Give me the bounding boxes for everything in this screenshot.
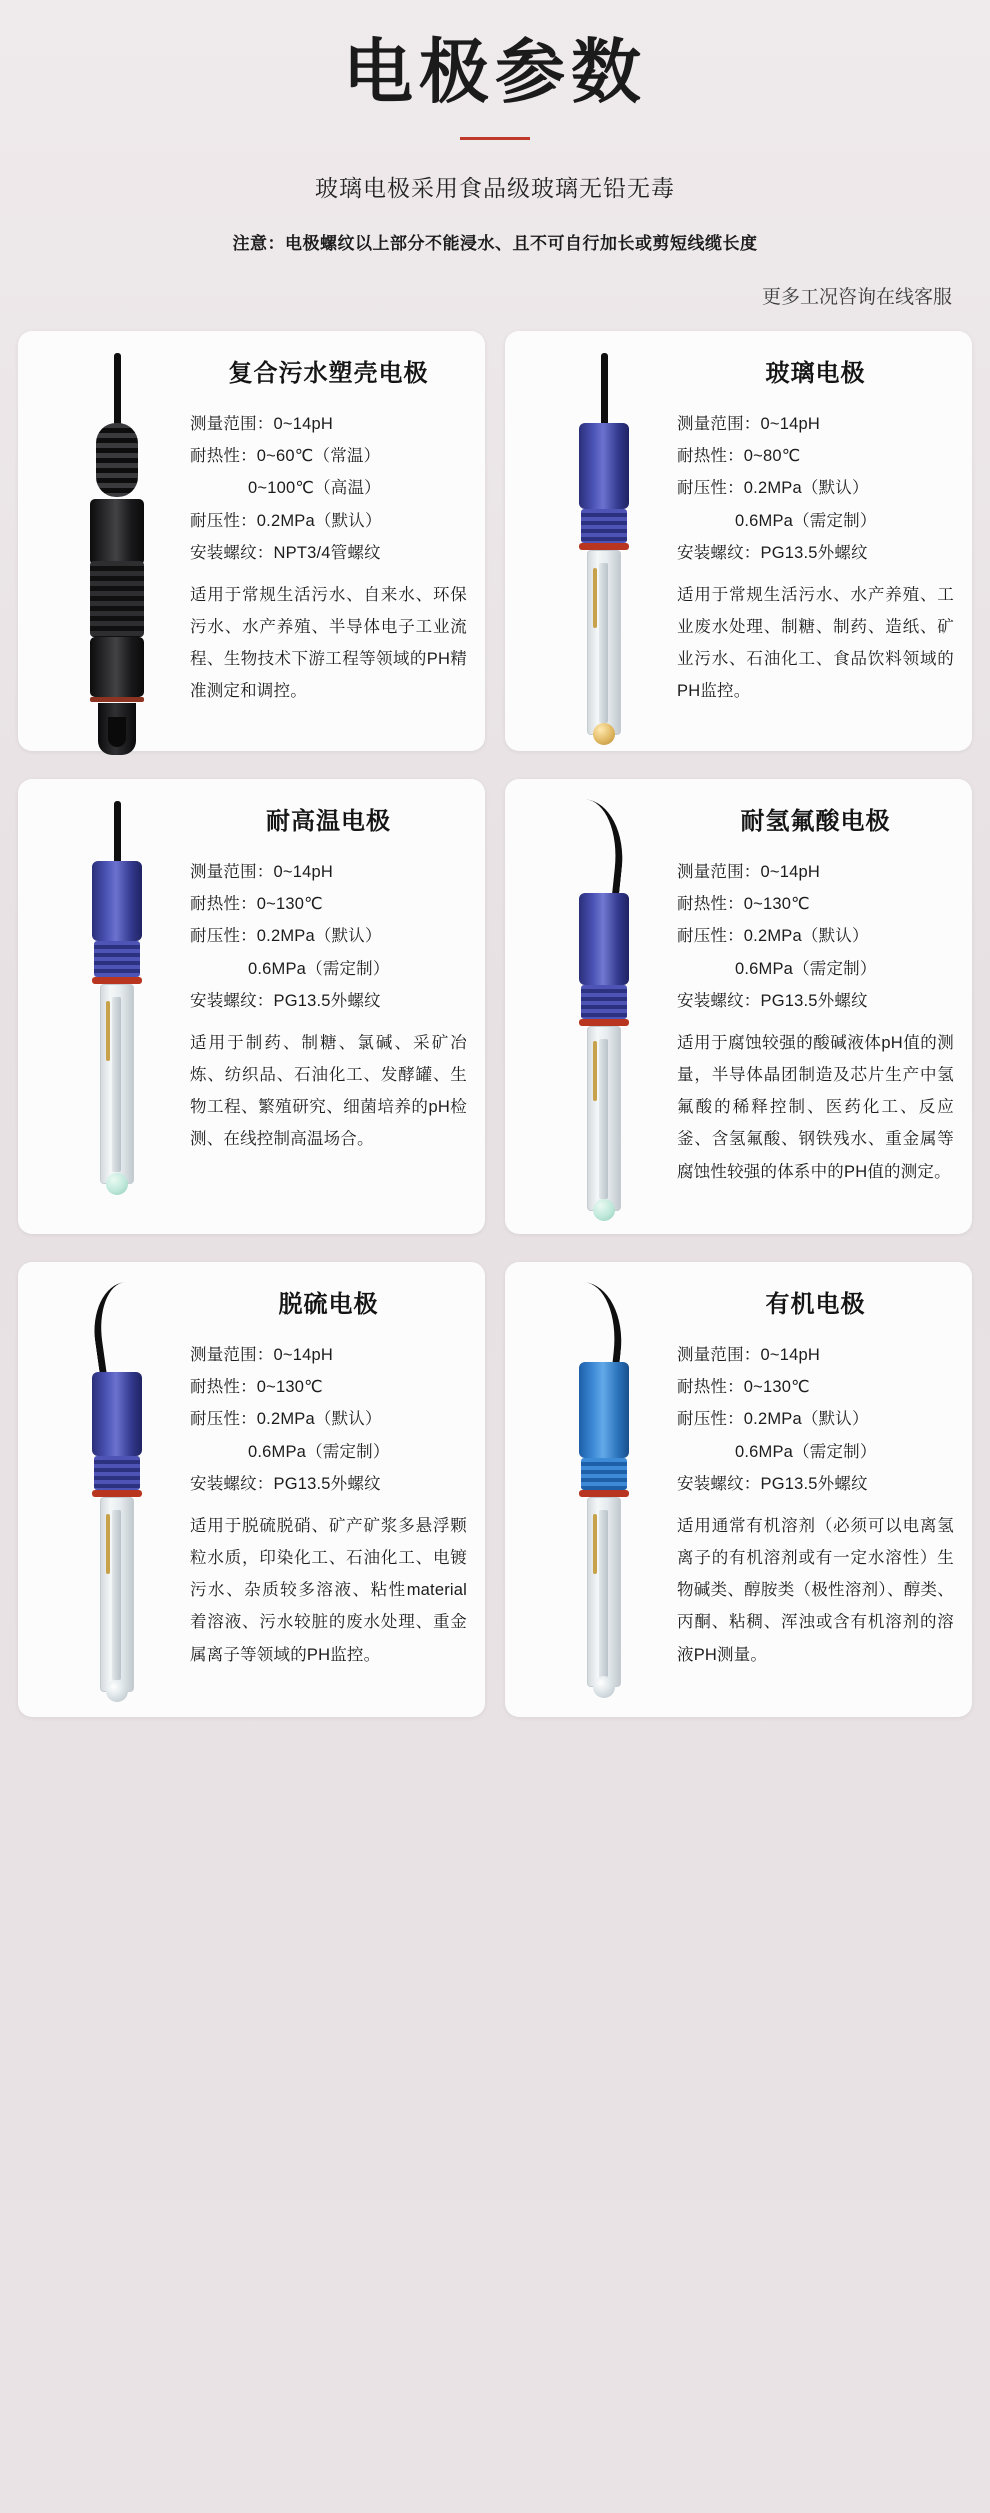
card-text-column: [673, 801, 954, 1208]
spec-line: 测量范围：0~14pH: [677, 863, 820, 881]
blue-cap-icon: [579, 423, 629, 509]
spec-line: 耐压性：0.2MPa（默认）: [677, 479, 869, 498]
spec-line: 安装螺纹：PG13.5外螺纹: [677, 991, 868, 1010]
notice-text: 注意：电极螺纹以上部分不能浸水、且不可自行加长或剪短线缆长度: [232, 234, 758, 253]
card-specs: [677, 856, 954, 1017]
card-specs: [677, 1339, 954, 1500]
red-ring-icon: [579, 543, 629, 550]
thread-section-icon: [581, 985, 627, 1019]
cable-icon: [114, 353, 121, 427]
page-title: 电极参数: [343, 31, 647, 113]
glass-bulb-icon: [593, 723, 615, 745]
cable-icon: [601, 353, 608, 427]
thread-section-icon: [581, 1458, 627, 1490]
electrode-card: [505, 331, 972, 751]
card-title: 耐高温电极: [266, 808, 391, 835]
electrode-card: [505, 779, 972, 1234]
inner-tube-icon: [599, 1039, 608, 1199]
card-title: 玻璃电极: [765, 360, 866, 387]
card-text-column: [673, 353, 954, 725]
probe-image-desulfurization: [36, 1284, 186, 1691]
spec-line: 耐压性：0.2MPa（默认）: [677, 1410, 869, 1429]
spec-line: 0~100℃（高温）: [248, 479, 381, 498]
thread-section-icon: [94, 941, 140, 977]
page-header: [0, 0, 990, 309]
title-divider: [460, 137, 530, 140]
red-ring-icon: [90, 697, 144, 702]
page-subtitle: 玻璃电极采用食品级玻璃无铅无毒: [315, 175, 675, 201]
red-ring-icon: [579, 1490, 629, 1497]
inner-tube-icon: [599, 1510, 608, 1678]
spec-line: 安装螺纹：NPT3/4管螺纹: [190, 543, 381, 562]
glass-bulb-icon: [593, 1199, 615, 1221]
probe-image-high-temp: [36, 801, 186, 1208]
spec-line: 耐热性：0~80℃: [677, 447, 801, 466]
electrode-card: [18, 779, 485, 1234]
spec-line: 耐压性：0.2MPa（默认）: [190, 511, 382, 530]
probe-tip-icon: [98, 703, 136, 755]
cable-icon: [88, 1282, 141, 1383]
probe-body-icon: [90, 499, 144, 565]
card-title: 有机电极: [765, 1291, 866, 1318]
card-text-column: [186, 801, 467, 1208]
thread-section-icon: [94, 1456, 140, 1490]
online-service-text: 更多工况咨询在线客服: [761, 287, 952, 308]
card-description: 适用于常规生活污水、水产养殖、工业废水处理、制糖、制药、造纸、矿业污水、石油化工、食品饮料领域的PH监控。: [677, 585, 954, 701]
spec-line: 安装螺纹：PG13.5外螺纹: [190, 991, 381, 1010]
internal-wire-icon: [593, 1041, 597, 1101]
electrode-card: [18, 331, 485, 751]
spec-line: 耐热性：0~60℃（常温）: [190, 447, 381, 466]
internal-wire-icon: [106, 1001, 110, 1061]
card-description: 适用于制药、制糖、氯碱、采矿冶炼、纺织品、石油化工、发酵罐、生物工程、繁殖研究、细菌培养的pH检测、在线控制高温场合。: [190, 1033, 467, 1149]
spec-line: 测量范围：0~14pH: [190, 415, 333, 433]
electrode-card-grid: [0, 331, 990, 1717]
spec-line: 测量范围：0~14pH: [677, 1346, 820, 1364]
card-specs: [190, 1339, 467, 1500]
spec-line: 测量范围：0~14pH: [677, 415, 820, 433]
thread-section-icon: [581, 509, 627, 543]
card-description: 适用于常规生活污水、自来水、环保污水、水产养殖、半导体电子工业流程、生物技术下游工程等领域的PH精准测定和调控。: [190, 585, 467, 701]
glass-bulb-icon: [106, 1680, 128, 1702]
card-title: 复合污水塑壳电极: [228, 360, 429, 387]
electrode-card: [18, 1262, 485, 1717]
electrode-card: [505, 1262, 972, 1717]
spec-line: 0.6MPa（需定制）: [248, 1442, 390, 1461]
spec-line: 耐压性：0.2MPa（默认）: [677, 927, 869, 946]
internal-wire-icon: [106, 1514, 110, 1574]
blue-cap-icon: [579, 1362, 629, 1458]
red-ring-icon: [92, 977, 142, 984]
spec-line: 0.6MPa（需定制）: [735, 511, 877, 530]
internal-wire-icon: [593, 568, 597, 628]
card-title: 耐氢氟酸电极: [740, 808, 891, 835]
red-ring-icon: [92, 1490, 142, 1497]
probe-lower-body-icon: [90, 637, 144, 697]
strain-relief-icon: [96, 423, 138, 497]
probe-image-composite-plastic: [36, 353, 186, 725]
spec-line: 测量范围：0~14pH: [190, 1346, 333, 1364]
glass-bulb-icon: [106, 1173, 128, 1195]
probe-image-hf-resistant: [523, 801, 673, 1208]
red-ring-icon: [579, 1019, 629, 1026]
card-specs: [190, 408, 467, 569]
card-text-column: [673, 1284, 954, 1691]
card-description: 适用通常有机溶剂（必须可以电离氢离子的有机溶剂或有一定水溶性）生物碱类、醇胺类（极性溶剂）、醇类、丙酮、粘稠、浑浊或含有机溶剂的溶液PH测量。: [677, 1516, 954, 1664]
spec-line: 耐压性：0.2MPa（默认）: [190, 927, 382, 946]
blue-cap-icon: [92, 1372, 142, 1456]
card-specs: [677, 408, 954, 569]
card-title: 脱硫电极: [278, 1291, 379, 1318]
spec-line: 耐热性：0~130℃: [190, 895, 323, 914]
spec-line: 0.6MPa（需定制）: [248, 959, 390, 978]
spec-line: 安装螺纹：PG13.5外螺纹: [677, 543, 868, 562]
spec-line: 耐热性：0~130℃: [677, 895, 810, 914]
spec-line: 安装螺纹：PG13.5外螺纹: [677, 1474, 868, 1493]
spec-line: 安装螺纹：PG13.5外螺纹: [190, 1474, 381, 1493]
card-text-column: [186, 353, 467, 725]
spec-line: 耐热性：0~130℃: [677, 1378, 810, 1397]
inner-tube-icon: [112, 1510, 121, 1680]
spec-line: 0.6MPa（需定制）: [735, 1442, 877, 1461]
probe-image-organic: [523, 1284, 673, 1691]
spec-line: 测量范围：0~14pH: [190, 863, 333, 881]
glass-bulb-icon: [593, 1676, 615, 1698]
internal-wire-icon: [593, 1514, 597, 1574]
blue-cap-icon: [579, 893, 629, 985]
blue-cap-icon: [92, 861, 142, 941]
inner-tube-icon: [112, 997, 121, 1172]
spec-line: 耐压性：0.2MPa（默认）: [190, 1410, 382, 1429]
card-specs: [190, 856, 467, 1017]
inner-tube-icon: [599, 563, 608, 723]
card-text-column: [186, 1284, 467, 1691]
card-description: 适用于腐蚀较强的酸碱液体pH值的测量，半导体晶团制造及芯片生产中氢氟酸的稀释控制、医药化工、反应釜、含氢氟酸、钢铁残水、重金属等腐蚀性较强的体系中的PH值的测定。: [677, 1033, 954, 1181]
spec-line: 耐热性：0~130℃: [190, 1378, 323, 1397]
spec-line: 0.6MPa（需定制）: [735, 959, 877, 978]
card-description: 适用于脱硫脱硝、矿产矿浆多悬浮颗粒水质，印染化工、石油化工、电镀污水、杂质较多溶液、粘性material着溶液、污水较脏的废水处理、重金属离子等领域的PH监控。: [190, 1516, 467, 1664]
probe-image-glass: [523, 353, 673, 725]
thread-section-icon: [90, 561, 144, 637]
